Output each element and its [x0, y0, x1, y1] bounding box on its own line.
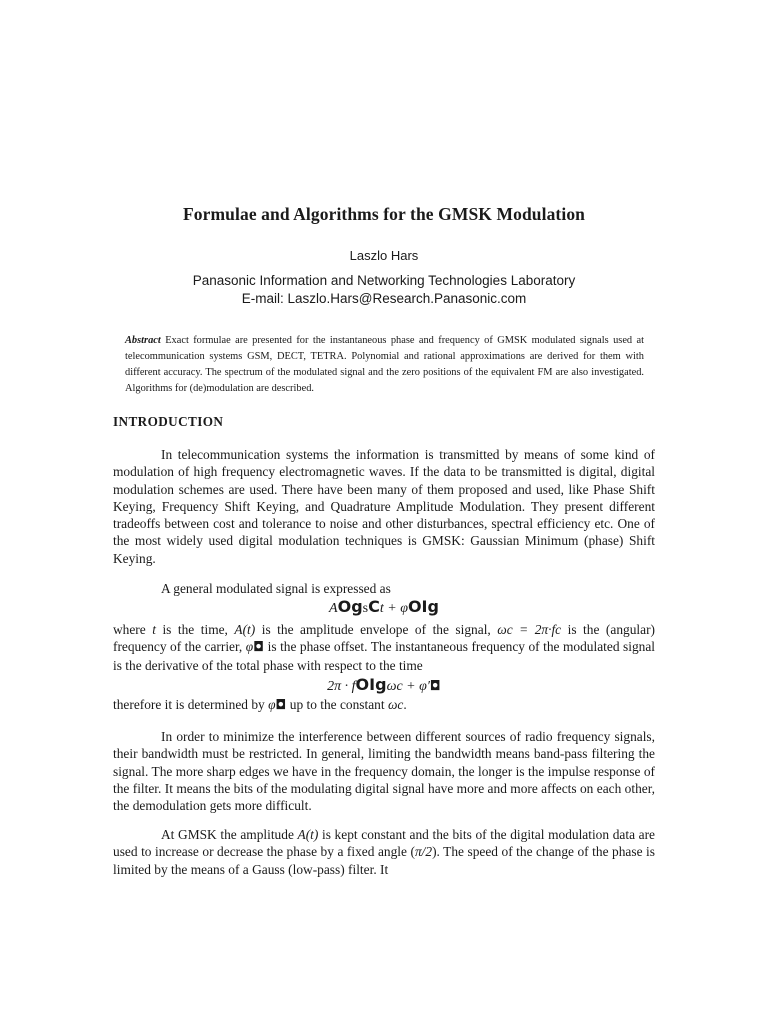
paragraph-text: [113, 826, 655, 878]
paragraph-text: In order to minimize the interference between different sources of radio frequency signals, their bandwidth must be restricted. In general, limiting the bandwidth means band-pass filtering the signal. The more sharp edges we have in the frequency domain, the longer is the impulse response of the filter. It means the bits of the modulating digital signal have more and more affects on each other, the demodulation gets more difficult.: [113, 729, 655, 814]
formula-symbol: 2π · f: [327, 679, 356, 694]
text-run: up to the constant: [286, 697, 388, 712]
abstract: [125, 333, 644, 397]
formula-glyph: ◘: [275, 698, 287, 713]
formula-glyph: ◘: [429, 679, 441, 694]
text-run: therefore it is determined by: [113, 697, 269, 712]
intro-paragraph-1: [113, 446, 655, 567]
abstract-label: Abstract: [125, 335, 161, 346]
text-run: is the time,: [155, 622, 235, 637]
formula-symbol: ωc + φ′: [386, 679, 430, 694]
paper-title: Formulae and Algorithms for the GMSK Modulation: [182, 204, 586, 224]
author-affiliation: [0, 272, 768, 308]
formula-glyph: ΟΙ: [355, 675, 376, 694]
math-symbol: π/2: [414, 844, 433, 860]
math-symbol: φ: [268, 697, 276, 712]
author-name: Laszlo Hars: [349, 248, 419, 263]
formula-glyph: ◘: [253, 640, 265, 656]
intro-paragraph-6: [113, 826, 655, 878]
paragraph-text: A general modulated signal is expressed as: [161, 581, 391, 596]
formula-glyph: Ο: [337, 597, 352, 616]
text-run: is the phase offset. The instantaneous frequency of the modulated signal is the derivative of the total phase with respect to the time: [113, 639, 655, 673]
text-run: is kept constant and the bits of the digital modulation data are used to increase or decrease the phase by a fixed angle (: [113, 827, 655, 860]
formula-glyph: g: [427, 597, 439, 616]
email-line: E-mail: Laszlo.Hars@Research.Panasonic.com: [241, 291, 527, 306]
intro-paragraph-5: [113, 728, 655, 814]
formula-instantaneous-frequency: [0, 675, 768, 695]
text-run: is the (angular) frequency of the carrier,: [113, 622, 655, 655]
formula-symbol: A: [329, 601, 338, 616]
abstract-text: Exact formulae are presented for the instantaneous phase and frequency of GMSK modulated signals used at telecommunication systems GSM, DECT, TETRA. Polynomial and rational approximations are derived for them with different accuracy. The spectrum of the modulated signal and the zero positions of the equivalent FM are also investigated. Algorithms for (de)modulation are described.: [125, 335, 644, 395]
text-run: where: [113, 622, 153, 637]
formula-symbol: t + φ: [379, 601, 408, 616]
math-symbol: A(t): [234, 622, 256, 637]
formula-glyph: ΟΙ: [407, 597, 428, 616]
text-run: At GMSK the amplitude: [161, 827, 298, 842]
intro-paragraph-2: [113, 580, 655, 597]
paragraph-text: [113, 696, 655, 714]
math-symbol: t: [152, 622, 156, 637]
formula-glyph: g: [375, 675, 387, 694]
paragraph-text: In telecommunication systems the information is transmitted by means of some kind of modulation of high frequency electromagnetic waves. If the data to be transmitted is digital, digital modulation schemes are used. There have been many of them proposed and used, like Phase Shift Keying, Frequency Shift Keying, and Quadrature Amplitude Modulation. They present different tradeoffs between cost and tolerance to noise and other disturbances, spectral efficiency etc. One of the most widely used digital modulation techniques is GMSK: Gaussian Minimum (phase) Shift Keying.: [113, 447, 655, 566]
formula-glyph: C: [368, 597, 380, 616]
paragraph-text: [113, 621, 655, 674]
text-run: is the amplitude envelope of the signal,: [255, 622, 498, 637]
text-run: ). The speed of the change of the phase is limited by the means of a Gauss (low-pass) filter. It: [113, 844, 655, 877]
math-symbol: ωc = 2π·fc: [497, 622, 562, 637]
math-symbol: A(t): [297, 827, 319, 842]
affiliation-line: Panasonic Information and Networking Technologies Laboratory: [192, 273, 576, 288]
intro-paragraph-4: [113, 696, 655, 714]
formula-modulated-signal: [0, 597, 768, 617]
formula-symbol: s: [362, 601, 369, 616]
text-run: .: [403, 697, 407, 712]
section-heading-introduction: INTRODUCTION: [113, 414, 224, 429]
formula-glyph: g: [351, 597, 363, 616]
math-symbol: φ: [245, 639, 254, 655]
intro-paragraph-3: [113, 621, 655, 674]
math-symbol: ωc: [387, 697, 404, 712]
